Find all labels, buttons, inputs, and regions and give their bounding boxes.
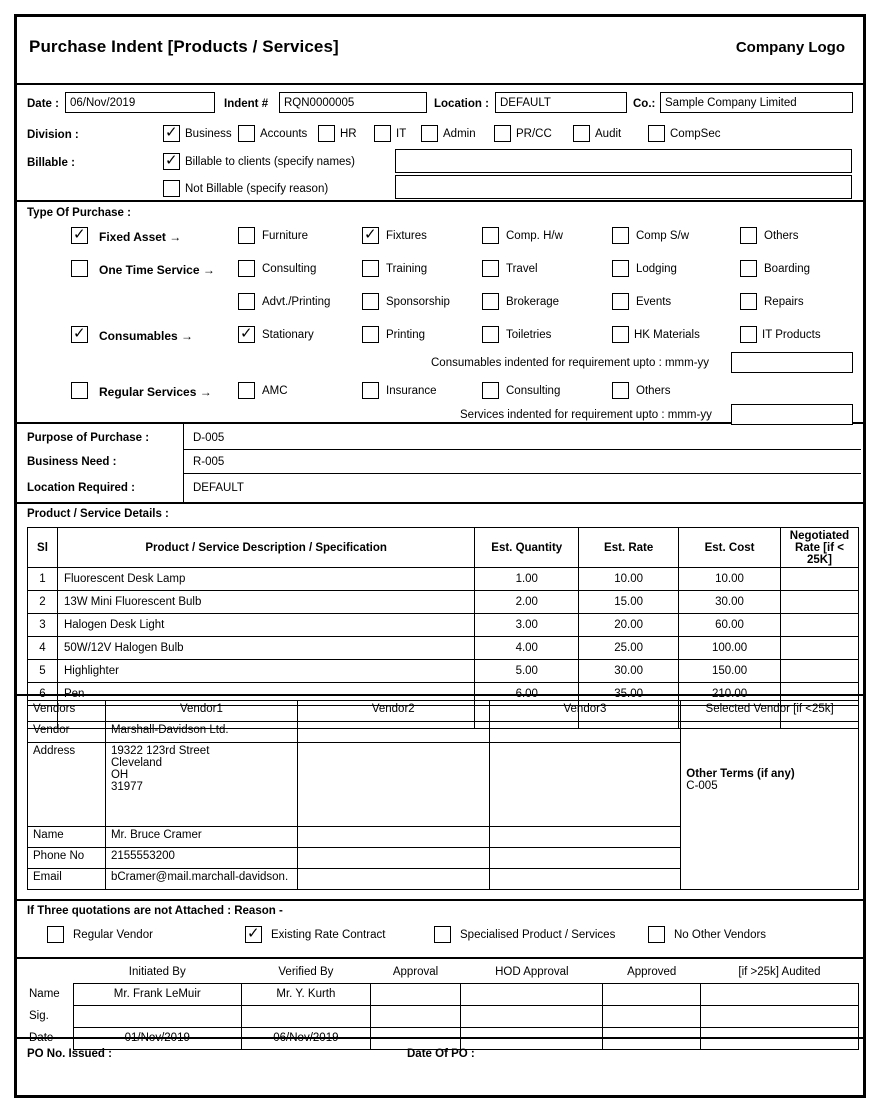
type-label-training: Training (386, 263, 428, 275)
sig-name-hod-approval[interactable] (461, 983, 603, 1005)
cell-description: Halogen Desk Light (57, 614, 474, 637)
cell-rate: 25.00 (579, 637, 679, 660)
division-label-admin: Admin (443, 128, 476, 140)
type-checkbox-toiletries[interactable] (482, 326, 499, 343)
vendor2-email[interactable] (297, 869, 489, 890)
type-label-insurance: Insurance (386, 385, 437, 397)
type-label-travel: Travel (506, 263, 538, 275)
type-label-consulting-ots: Consulting (262, 263, 317, 275)
po-footer-section (17, 1039, 863, 1073)
sig-row-label-date: Date (29, 1032, 54, 1044)
type-checkbox-lodging[interactable] (612, 260, 629, 277)
vendor-row-vendor (28, 722, 859, 743)
location-required-value[interactable]: DEFAULT (193, 482, 244, 494)
type-checkbox-training[interactable] (362, 260, 379, 277)
type-checkbox-advt-printing[interactable] (238, 293, 255, 310)
cell-quantity: 6.00 (475, 683, 579, 706)
cell-negotiated (780, 637, 858, 660)
quotation-checkbox-no-other-vendors[interactable] (648, 926, 665, 943)
cell-cost: 100.00 (679, 637, 781, 660)
col-header-sl: Sl (28, 528, 58, 568)
type-label-lodging: Lodging (636, 263, 677, 275)
type-of-purchase-section (17, 202, 863, 424)
vendors-table (27, 700, 859, 890)
business-need-label: Business Need : (27, 456, 117, 468)
purpose-section (17, 424, 863, 504)
company-logo: Company Logo (735, 39, 845, 56)
sig-sign-initiated-by[interactable] (73, 1005, 242, 1027)
type-checkbox-furniture[interactable] (238, 227, 255, 244)
cell-quantity: 2.00 (475, 591, 579, 614)
vendor1-email[interactable]: bCramer@mail.marchall-davidson. (105, 869, 297, 890)
sig-header-approval: Approval (392, 965, 439, 978)
signatures-section (17, 959, 863, 1044)
location-required-label: Location Required : (27, 482, 135, 494)
type-checkbox-fixed-asset[interactable] (71, 227, 88, 244)
type-label-advt-printing: Advt./Printing (262, 296, 331, 308)
vendors-header-vendor3: Vendor3 (489, 701, 681, 722)
division-checkbox-business[interactable] (163, 125, 180, 142)
type-checkbox-consulting-rs[interactable] (482, 382, 499, 399)
type-label-consulting-rs: Consulting (506, 385, 561, 397)
po-number-label: PO No. Issued : (27, 1048, 112, 1060)
quotation-label-specialised-product: Specialised Product / Services (460, 929, 616, 941)
quotation-label-no-other-vendors: No Other Vendors (674, 929, 767, 941)
type-label-comp-sw: Comp S/w (636, 230, 690, 242)
cell-sl: 6 (28, 683, 58, 706)
type-label-repairs: Repairs (764, 296, 804, 308)
address-row-label: Address (28, 743, 106, 827)
type-checkbox-sponsorship[interactable] (362, 293, 379, 310)
vendor1-phone[interactable]: 2155553200 (105, 848, 297, 869)
type-checkbox-comp-hw[interactable] (482, 227, 499, 244)
sig-name-audited[interactable] (701, 983, 859, 1005)
address-line-4: 31977 (110, 781, 143, 793)
vendor1-contact-name[interactable]: Mr. Bruce Cramer (105, 827, 297, 848)
vendor2-phone[interactable] (297, 848, 489, 869)
cell-quantity: 5.00 (475, 660, 579, 683)
type-label-printing: Printing (386, 329, 425, 341)
type-checkbox-hk-materials[interactable] (612, 326, 629, 343)
type-checkbox-brokerage[interactable] (482, 293, 499, 310)
cell-rate: 15.00 (579, 591, 679, 614)
type-label-events: Events (636, 296, 672, 308)
sig-sign-approval[interactable] (370, 1005, 461, 1027)
type-checkbox-consumables[interactable] (71, 326, 88, 343)
sig-name-approved[interactable] (603, 983, 701, 1005)
sig-header-initiated-by: Initiated By (128, 965, 186, 978)
cell-negotiated (780, 660, 858, 683)
phone-row-label: Phone No (28, 848, 106, 869)
vendors-header-vendor2: Vendor2 (297, 701, 489, 722)
sig-sign-approved[interactable] (603, 1005, 701, 1027)
billable-label: Billable : (27, 157, 75, 169)
date-label: Date : (27, 98, 59, 110)
type-label-toiletries: Toiletries (506, 329, 552, 341)
type-label-consumables: Consumables → (99, 329, 194, 343)
page-title: Purchase Indent [Products / Services] (29, 37, 339, 56)
other-terms-value: C-005 (686, 780, 718, 792)
division-label-hr: HR (340, 128, 357, 140)
sig-date-verified-by[interactable]: 06/Nov/2019 (242, 1027, 371, 1049)
division-checkbox-accounts[interactable] (238, 125, 255, 142)
table-row (28, 568, 859, 591)
negotiated-line1: Negotiated (789, 529, 850, 542)
table-header-row (28, 528, 859, 568)
division-label-audit: Audit (595, 128, 622, 140)
col-header-description: Product / Service Description / Specification (57, 528, 474, 568)
negotiated-line2: Rate [if < 25K] (795, 541, 844, 566)
name-row-label: Name (28, 827, 106, 848)
email-row-label: Email (28, 869, 106, 890)
cell-rate: 35.00 (579, 683, 679, 706)
type-label-regular-services: Regular Services → (99, 385, 212, 399)
quotation-label-existing-rate-contract: Existing Rate Contract (271, 929, 386, 941)
sig-sign-audited[interactable] (701, 1005, 859, 1027)
type-label-brokerage: Brokerage (506, 296, 560, 308)
indent-number-input[interactable]: RQN0000005 (279, 92, 427, 113)
purchase-indent-form (14, 14, 866, 1098)
table-row (28, 637, 859, 660)
purpose-row-divider-1 (183, 449, 861, 450)
type-label-comp-hw: Comp. H/w (506, 230, 563, 242)
division-checkbox-audit[interactable] (573, 125, 590, 142)
not-billable-reason-input[interactable] (395, 175, 852, 199)
type-checkbox-comp-sw[interactable] (612, 227, 629, 244)
signature-table (27, 961, 859, 1050)
type-label-boarding: Boarding (764, 263, 811, 275)
vendors-header-vendor1: Vendor1 (105, 701, 297, 722)
vendor3-address-value[interactable] (489, 743, 681, 827)
quotation-checkbox-existing-rate-contract[interactable] (245, 926, 262, 943)
location-label: Location : (434, 98, 489, 110)
vendor3-phone[interactable] (489, 848, 681, 869)
division-checkbox-compsec[interactable] (648, 125, 665, 142)
cell-description: Pen (57, 683, 474, 706)
cell-cost: 150.00 (679, 660, 781, 683)
location-input[interactable]: DEFAULT (495, 92, 627, 113)
cell-sl: 2 (28, 591, 58, 614)
col-header-est-quantity: Est. Quantity (475, 528, 579, 568)
quotation-checkbox-specialised-product[interactable] (434, 926, 451, 943)
cell-rate: 30.00 (579, 660, 679, 683)
company-input[interactable]: Sample Company Limited (660, 92, 853, 113)
type-checkbox-amc[interactable] (238, 382, 255, 399)
cell-quantity: 4.00 (475, 637, 579, 660)
vendors-header-row (28, 701, 859, 722)
division-checkbox-prcc[interactable] (494, 125, 511, 142)
cell-rate: 10.00 (579, 568, 679, 591)
po-date-label: Date Of PO : (407, 1048, 475, 1060)
sig-header-blank (27, 961, 73, 983)
cell-cost: 10.00 (679, 568, 781, 591)
type-label-one-time-service: One Time Service → (99, 263, 215, 277)
col-header-est-rate: Est. Rate (579, 528, 679, 568)
product-details-caption: Product / Service Details : (27, 508, 169, 520)
division-label-business: Business (185, 128, 232, 140)
type-checkbox-printing[interactable] (362, 326, 379, 343)
type-checkbox-events[interactable] (612, 293, 629, 310)
vendors-section (17, 696, 863, 901)
vendor2-address-value[interactable] (297, 743, 489, 827)
sig-name-approval[interactable] (370, 983, 461, 1005)
selected-vendor-cell[interactable] (681, 722, 859, 890)
billable-option-billable-label: Billable to clients (specify names) (185, 156, 356, 168)
cell-description: Fluorescent Desk Lamp (57, 568, 474, 591)
sig-sign-hod-approval[interactable] (461, 1005, 603, 1027)
type-label-fixtures: Fixtures (386, 230, 427, 242)
vendor3-email[interactable] (489, 869, 681, 890)
address-line-2: Cleveland (110, 757, 163, 769)
type-checkbox-consulting-ots[interactable] (238, 260, 255, 277)
cell-negotiated (780, 614, 858, 637)
services-upto-label: Services indented for requirement upto : mmm-yy (460, 409, 712, 421)
type-checkbox-it-products[interactable] (740, 326, 757, 343)
vendor1-address-value[interactable] (105, 743, 297, 827)
quotation-checkbox-regular-vendor[interactable] (47, 926, 64, 943)
sig-date-initiated-by[interactable]: 01/Nov/2019 (73, 1027, 242, 1049)
type-checkbox-others-fa[interactable] (740, 227, 757, 244)
sig-sign-verified-by[interactable] (242, 1005, 371, 1027)
other-terms-label: Other Terms (if any) (686, 768, 795, 780)
type-checkbox-repairs[interactable] (740, 293, 757, 310)
signature-row-name (27, 983, 859, 1005)
division-checkbox-hr[interactable] (318, 125, 335, 142)
consumables-upto-label: Consumables indented for requirement upto : mmm-yy (431, 357, 710, 369)
purpose-of-purchase-value[interactable]: D-005 (193, 432, 225, 444)
address-line-3: OH (110, 769, 129, 781)
cell-negotiated (780, 591, 858, 614)
product-details-section (17, 504, 863, 700)
type-checkbox-travel[interactable] (482, 260, 499, 277)
billable-option-not-billable-label: Not Billable (specify reason) (185, 183, 329, 195)
cell-rate: 20.00 (579, 614, 679, 637)
table-row (28, 660, 859, 683)
cell-cost: 210.00 (679, 683, 781, 706)
sig-header-hod-approval: HOD Approval (495, 965, 569, 978)
type-label-others-fa: Others (764, 230, 799, 242)
cell-quantity: 3.00 (475, 614, 579, 637)
signature-row-sig (27, 1005, 859, 1027)
cell-sl: 1 (28, 568, 58, 591)
division-label-it: IT (396, 128, 407, 140)
sig-name-verified-by[interactable]: Mr. Y. Kurth (242, 983, 371, 1005)
quotation-label-regular-vendor: Regular Vendor (73, 929, 153, 941)
purpose-row-divider-2 (183, 473, 861, 474)
vendor2-contact-name[interactable] (297, 827, 489, 848)
address-line-1: 19322 123rd Street (110, 745, 210, 757)
vendor3-name-value[interactable] (489, 722, 681, 743)
type-checkbox-others-rs[interactable] (612, 382, 629, 399)
consumables-upto-input[interactable] (731, 352, 853, 373)
vendors-header-selected: Selected Vendor [if <25k] (681, 701, 859, 722)
sig-header-approved: Approved (627, 965, 677, 978)
billable-checkbox-not-billable[interactable] (163, 180, 180, 197)
cell-sl: 4 (28, 637, 58, 660)
quotations-caption: If Three quotations are not Attached : Reason - (27, 905, 283, 917)
quotations-section (17, 901, 863, 959)
col-header-est-cost: Est. Cost (679, 528, 781, 568)
company-label: Co.: (633, 98, 656, 110)
purpose-of-purchase-label: Purpose of Purchase : (27, 432, 150, 444)
type-label-hk-materials: HK Materials (634, 329, 700, 341)
vendor2-name-value[interactable] (297, 722, 489, 743)
table-row (28, 614, 859, 637)
vendors-header-label: Vendors (28, 701, 106, 722)
cell-description: 50W/12V Halogen Bulb (57, 637, 474, 660)
division-label-compsec: CompSec (670, 128, 721, 140)
type-label-fixed-asset: Fixed Asset → (99, 230, 182, 244)
cell-description: 13W Mini Fluorescent Bulb (57, 591, 474, 614)
cell-sl: 3 (28, 614, 58, 637)
purpose-divider (183, 424, 184, 502)
signature-header-row (27, 961, 859, 983)
sig-header-verified-by: Verified By (278, 965, 334, 978)
meta-section (17, 85, 863, 202)
type-checkbox-stationary[interactable] (238, 326, 255, 343)
sig-name-initiated-by[interactable]: Mr. Frank LeMuir (73, 983, 242, 1005)
form-header (17, 17, 863, 85)
type-checkbox-regular-services[interactable] (71, 382, 88, 399)
billable-clients-input[interactable] (395, 149, 852, 173)
type-label-it-products: IT Products (762, 329, 821, 341)
vendor1-name-value[interactable]: Marshall-Davidson Ltd. (105, 722, 297, 743)
division-label-prcc: PR/CC (516, 128, 552, 140)
cell-cost: 60.00 (679, 614, 781, 637)
type-checkbox-insurance[interactable] (362, 382, 379, 399)
cell-quantity: 1.00 (475, 568, 579, 591)
vendor-row-label: Vendor (28, 722, 106, 743)
type-label-others-rs: Others (636, 385, 671, 397)
cell-description: Highlighter (57, 660, 474, 683)
indent-label: Indent # (224, 98, 269, 110)
col-header-negotiated-rate (780, 528, 858, 568)
business-need-value[interactable]: R-005 (193, 456, 225, 468)
services-upto-input[interactable] (731, 404, 853, 425)
sig-row-label-name: Name (29, 988, 60, 1000)
type-checkbox-one-time-service[interactable] (71, 260, 88, 277)
sig-header-audited: [if >25k] Audited (738, 965, 821, 978)
type-label-sponsorship: Sponsorship (386, 296, 450, 308)
division-label: Division : (27, 129, 79, 141)
type-checkbox-boarding[interactable] (740, 260, 757, 277)
vendor3-contact-name[interactable] (489, 827, 681, 848)
cell-cost: 30.00 (679, 591, 781, 614)
type-label-stationary: Stationary (262, 329, 314, 341)
date-input[interactable]: 06/Nov/2019 (65, 92, 215, 113)
type-of-purchase-caption: Type Of Purchase : (27, 207, 131, 219)
division-checkbox-it[interactable] (374, 125, 391, 142)
sig-row-label-sig: Sig. (29, 1010, 49, 1022)
billable-checkbox-billable[interactable] (163, 153, 180, 170)
type-checkbox-fixtures[interactable] (362, 227, 379, 244)
table-row (28, 591, 859, 614)
cell-negotiated (780, 568, 858, 591)
type-label-amc: AMC (262, 385, 288, 397)
division-checkbox-admin[interactable] (421, 125, 438, 142)
division-label-accounts: Accounts (260, 128, 308, 140)
type-label-furniture: Furniture (262, 230, 309, 242)
cell-sl: 5 (28, 660, 58, 683)
